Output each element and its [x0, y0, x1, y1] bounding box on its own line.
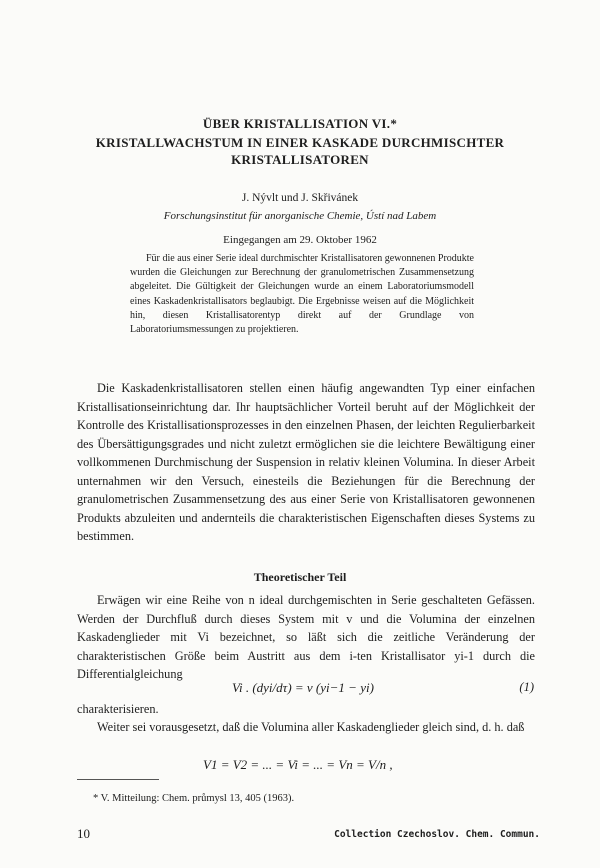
page-number: 10	[77, 826, 90, 841]
footnote: * V. Mitteilung: Chem. průmysl 13, 405 (1963).	[93, 793, 295, 804]
received-date: Eingegangen am 29. Oktober 1962	[223, 234, 377, 246]
equation-1-number: (1)	[519, 680, 534, 694]
title-line-1: ÜBER KRISTALLISATION VI.*	[202, 116, 398, 131]
theory-paragraph-3: Weiter sei vorausgesetzt, daß die Volumina aller Kaskadenglieder gleich sind, d. h. daß	[97, 720, 525, 734]
journal-name: Collection Czechoslov. Chem. Commun.	[334, 829, 540, 840]
section-heading: Theoretischer Teil	[253, 570, 347, 584]
footnote-rule	[77, 779, 159, 780]
authors: J. Nývlt und J. Skřivánek	[241, 192, 359, 204]
theory-paragraph-1: Erwägen wir eine Reihe von n ideal durchgemischten in Serie geschalteten Gefässen. Werden der Durchfluß durch dieses System mit v und die Volumina der einzelnen Kaskadenglieder mit Vi bezeichnet, so läßt sich die zeitliche Veränderung der charakteristischen Größe beim Austritt aus dem i-ten Kristallisator yi-1 durch die Differentialgleichung	[77, 593, 535, 681]
equation-2: V1 = V2 = ... = Vi = ... = Vn = V/n ,	[203, 757, 393, 772]
affiliation: Forschungsinstitut für anorganische Chemie, Ústí nad Labem	[163, 210, 437, 222]
theory-paragraph-2: charakterisieren.	[77, 702, 159, 716]
title-line-2: KRISTALLWACHSTUM IN EINER KASKADE DURCHMISCHTER	[95, 135, 505, 150]
intro-paragraph: Die Kaskadenkristallisatoren stellen einen häufig angewandten Typ einer einfachen Kristallisationseinrichtung dar. Ihr hauptsächlicher Vorteil beruht auf der Möglichkeit der Kontrolle des Kristallisationsprozesses in den einzelnen Phasen, der leichten Regulierbarkeit des Übersättigungsgrades und nicht zuletzt ermöglichen sie die leichtere Bewältigung einer vollkommenen Durchmischung der Suspension in relativ kleinen Volumina. In dieser Arbeit unternahmen wir den Versuch, einesteils die Beziehungen für die Berechnung der granulometrischen Zusammensetzung des aus einer Serie von Kristallisatoren gewonnenen Produkts abzuleiten und andernteils die charakteristischen Eigenschaften dieses Systems zu bestimmen.	[77, 381, 535, 543]
equation-1: Vi . (dyi/dτ) = v (yi−1 − yi)	[232, 680, 374, 695]
abstract: Für die aus einer Serie ideal durchmischter Kristallisatoren gewonnenen Produkte wurden die Gleichungen zur Berechnung der granulometrischen Zusammensetzung abgeleitet. Die Gültigkeit der Gleichungen wurde an einem Laboratoriumsmodell eines Kaskadenkristallisators beglaubigt. Die Ergebnisse weisen auf die Möglichkeit hin, diesen Kristallisatorentyp direkt auf der Grundlage von Laboratoriumsmessungen zu projektieren.	[130, 253, 474, 336]
title-line-3: KRISTALLISATOREN	[231, 152, 369, 167]
